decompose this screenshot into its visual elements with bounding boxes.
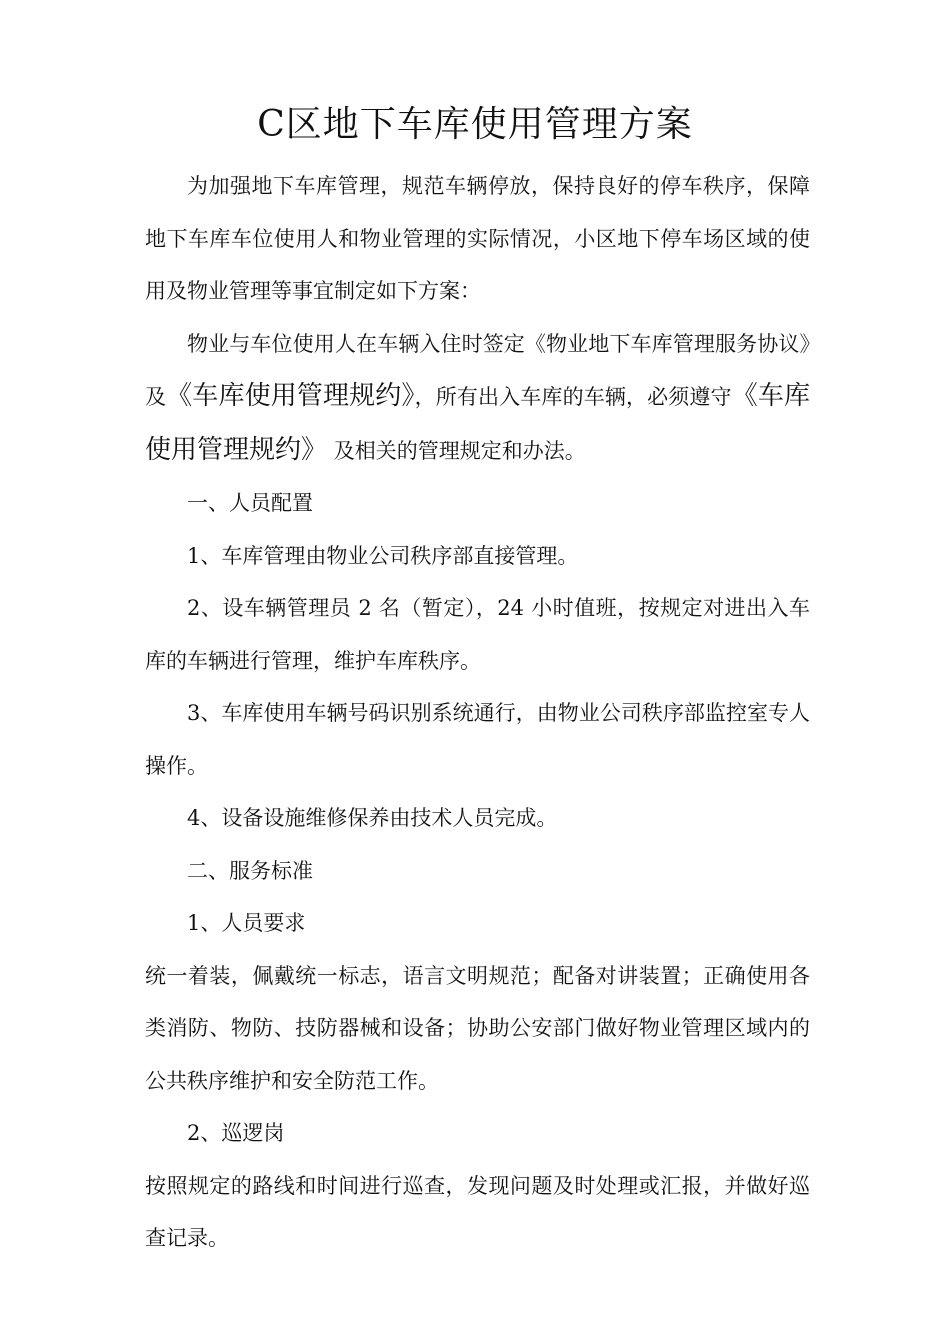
- agreement-regulation-title-1: 《车库使用管理规约》: [166, 381, 415, 411]
- section2-sub2-text: 按照规定的路线和时间进行巡查，发现问题及时处理或汇报，并做好巡查记录。: [145, 1173, 810, 1250]
- agreement-regulation-title-2: 《车库使用管理规约》: [145, 381, 810, 465]
- section2-sub1-text: 统一着装，佩戴统一标志，语言文明规范；配备对讲装置；正确使用各类消防、物防、技防器械和设备；协助公安部门做好物业管理区域内的公共秩序维护和安全防范工作。: [145, 963, 810, 1093]
- section1-item-2: 2、设车辆管理员 2 名（暂定），24 小时值班，按规定对进出入车库的车辆进行管理，维护车库秩序。: [145, 596, 810, 673]
- agreement-text-part3: 及相关的管理规定和办法。: [333, 438, 586, 463]
- section1-item-1: 1、车库管理由物业公司秩序部直接管理。: [187, 543, 579, 568]
- section1-item-4: 4、设备设施维修保养由技术人员完成。: [187, 806, 558, 830]
- intro-paragraph: 为加强地下车库管理，规范车辆停放，保持良好的停车秩序，保障地下车库车位使用人和物业管理的实际情况，小区地下停车场区域的使用及物业管理等事宜制定如下方案：: [145, 174, 810, 303]
- section1-heading: 一、人员配置: [187, 491, 313, 515]
- agreement-text-part2: ，所有出入车库的车辆，必须遵守: [414, 385, 732, 409]
- section1-item-3: 3、车库使用车辆号码识别系统通行，由物业公司秩序部监控室专人操作。: [145, 701, 810, 778]
- section2-subheading-1: 1、人员要求: [187, 911, 306, 935]
- section2-heading: 二、服务标准: [187, 858, 313, 883]
- agreement-paragraph: [145, 318, 810, 478]
- agreement-text-part1: 物业与车位使用人在车辆入住时签定《物业地下车库管理服务协议》及: [145, 331, 810, 409]
- document-title: C区地下车库使用管理方案: [257, 104, 693, 145]
- section2-subheading-2: 2、巡逻岗: [187, 1121, 285, 1145]
- document-body: [145, 160, 810, 1265]
